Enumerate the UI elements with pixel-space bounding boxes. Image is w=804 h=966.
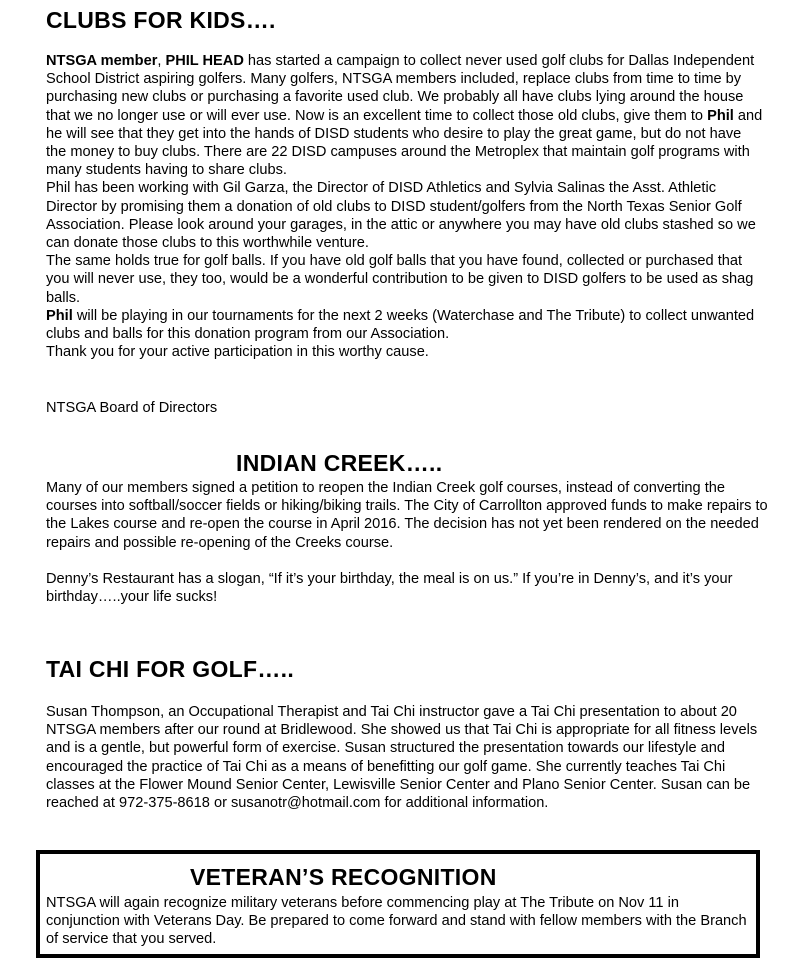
tai-chi-heading: TAI CHI FOR GOLF….. bbox=[46, 656, 295, 682]
text-span: has started a campaign to collect never used golf clubs for Dallas Independent School District aspiring golfers. Many golfers, NTSGA members included, replace clubs from time to time by purchasing new clubs or purchasing a favorite used club. We probably all have clubs lying around the house that we no longer use or will ever use. Now is an excellent time to collect those old clubs, give them to bbox=[46, 53, 755, 124]
clubs-paragraph-2: Phil has been working with Gil Garza, the Director of DISD Athletics and Sylvia Salinas the Asst. Athletic Director by promising them a donation of old clubs to DISD student/golfers from the North Texas Senior Golf Association. Please look around your garages, in the attic or anywhere you may have old clubs stashed so we can donate those clubs to this worthwhile venture. bbox=[46, 180, 756, 252]
indian-creek-heading: INDIAN CREEK….. bbox=[236, 450, 443, 476]
dennys-joke-paragraph: Denny’s Restaurant has a slogan, “If it’s your birthday, the meal is on us.” If you’re in Denny’s, and it’s your birthday…..your life sucks! bbox=[46, 570, 733, 606]
clubs-paragraph-5: Thank you for your active participation in this worthy cause. bbox=[46, 344, 429, 361]
bold-phil-head: PHIL HEAD bbox=[165, 53, 244, 69]
paragraph-gap bbox=[46, 552, 768, 570]
veterans-paragraph: NTSGA will again recognize military veterans before commencing play at The Tribute on Nov 11 in conjunction with Veterans Day. Be prepared to come forward and stand with fellow members with the Branch of service that you served. bbox=[46, 895, 747, 948]
bold-phil: Phil bbox=[707, 107, 734, 124]
tai-chi-paragraph: Susan Thompson, an Occupational Therapist and Tai Chi instructor gave a Tai Chi presentation to about 20 NTSGA members after our round at Bridlewood. She showed us that Tai Chi is appropriate for all fitness levels and is a gentle, but powerful form of exercise. Susan structured the presentation towards our lifestyle and encouraged the practice of Tai Chi as a means of benefitting our golf game. She currently teaches Tai Chi classes at the Flower Mound Senior Center, Lewisville Senior Center and Plano Senior Center. Susan can be reached at 972-375-8618 or susanotr@hotmail.com for additional information. bbox=[46, 704, 758, 812]
text-span: will be playing in our tournaments for the next 2 weeks (Waterchase and The Tribute) to collect unwanted clubs and balls for this donation program from our Association. bbox=[46, 307, 755, 343]
veterans-heading: VETERAN’S RECOGNITION bbox=[190, 864, 497, 890]
clubs-paragraph-4 bbox=[46, 307, 764, 343]
indian-creek-body bbox=[46, 479, 768, 606]
veterans-recognition-box bbox=[36, 850, 760, 958]
text-span: and he will see that they get into the hands of DISD students who desire to play the great game, but do not have the money to buy clubs. There are 22 DISD campuses around the Metroplex that maintain golf programs with many students having to share clubs. bbox=[46, 107, 763, 179]
board-signature: NTSGA Board of Directors bbox=[46, 400, 218, 416]
clubs-paragraph-1 bbox=[46, 52, 764, 179]
clubs-paragraph-3: The same holds true for golf balls. If you have old golf balls that you have found, collected or purchased that you will never use, they too, would be a wonderful contribution to be given to DISD golfers to be used as shag balls. bbox=[46, 253, 754, 306]
bold-phil: Phil bbox=[46, 307, 73, 324]
bold-ntsga-member: NTSGA member bbox=[46, 53, 158, 69]
clubs-for-kids-body bbox=[46, 52, 764, 361]
text-span: , bbox=[157, 53, 166, 69]
tai-chi-body bbox=[46, 703, 764, 812]
clubs-for-kids-heading: CLUBS FOR KIDS…. bbox=[46, 7, 276, 33]
indian-creek-paragraph-1: Many of our members signed a petition to reopen the Indian Creek golf courses, instead of converting the courses into softball/soccer fields or hiking/biking trails. The City of Carrollton approved funds to make repairs to the Lakes course and re-open the course in April 2016. The decision has not yet been rendered on the needed repairs and possible re-opening of the Creeks course. bbox=[46, 480, 768, 551]
